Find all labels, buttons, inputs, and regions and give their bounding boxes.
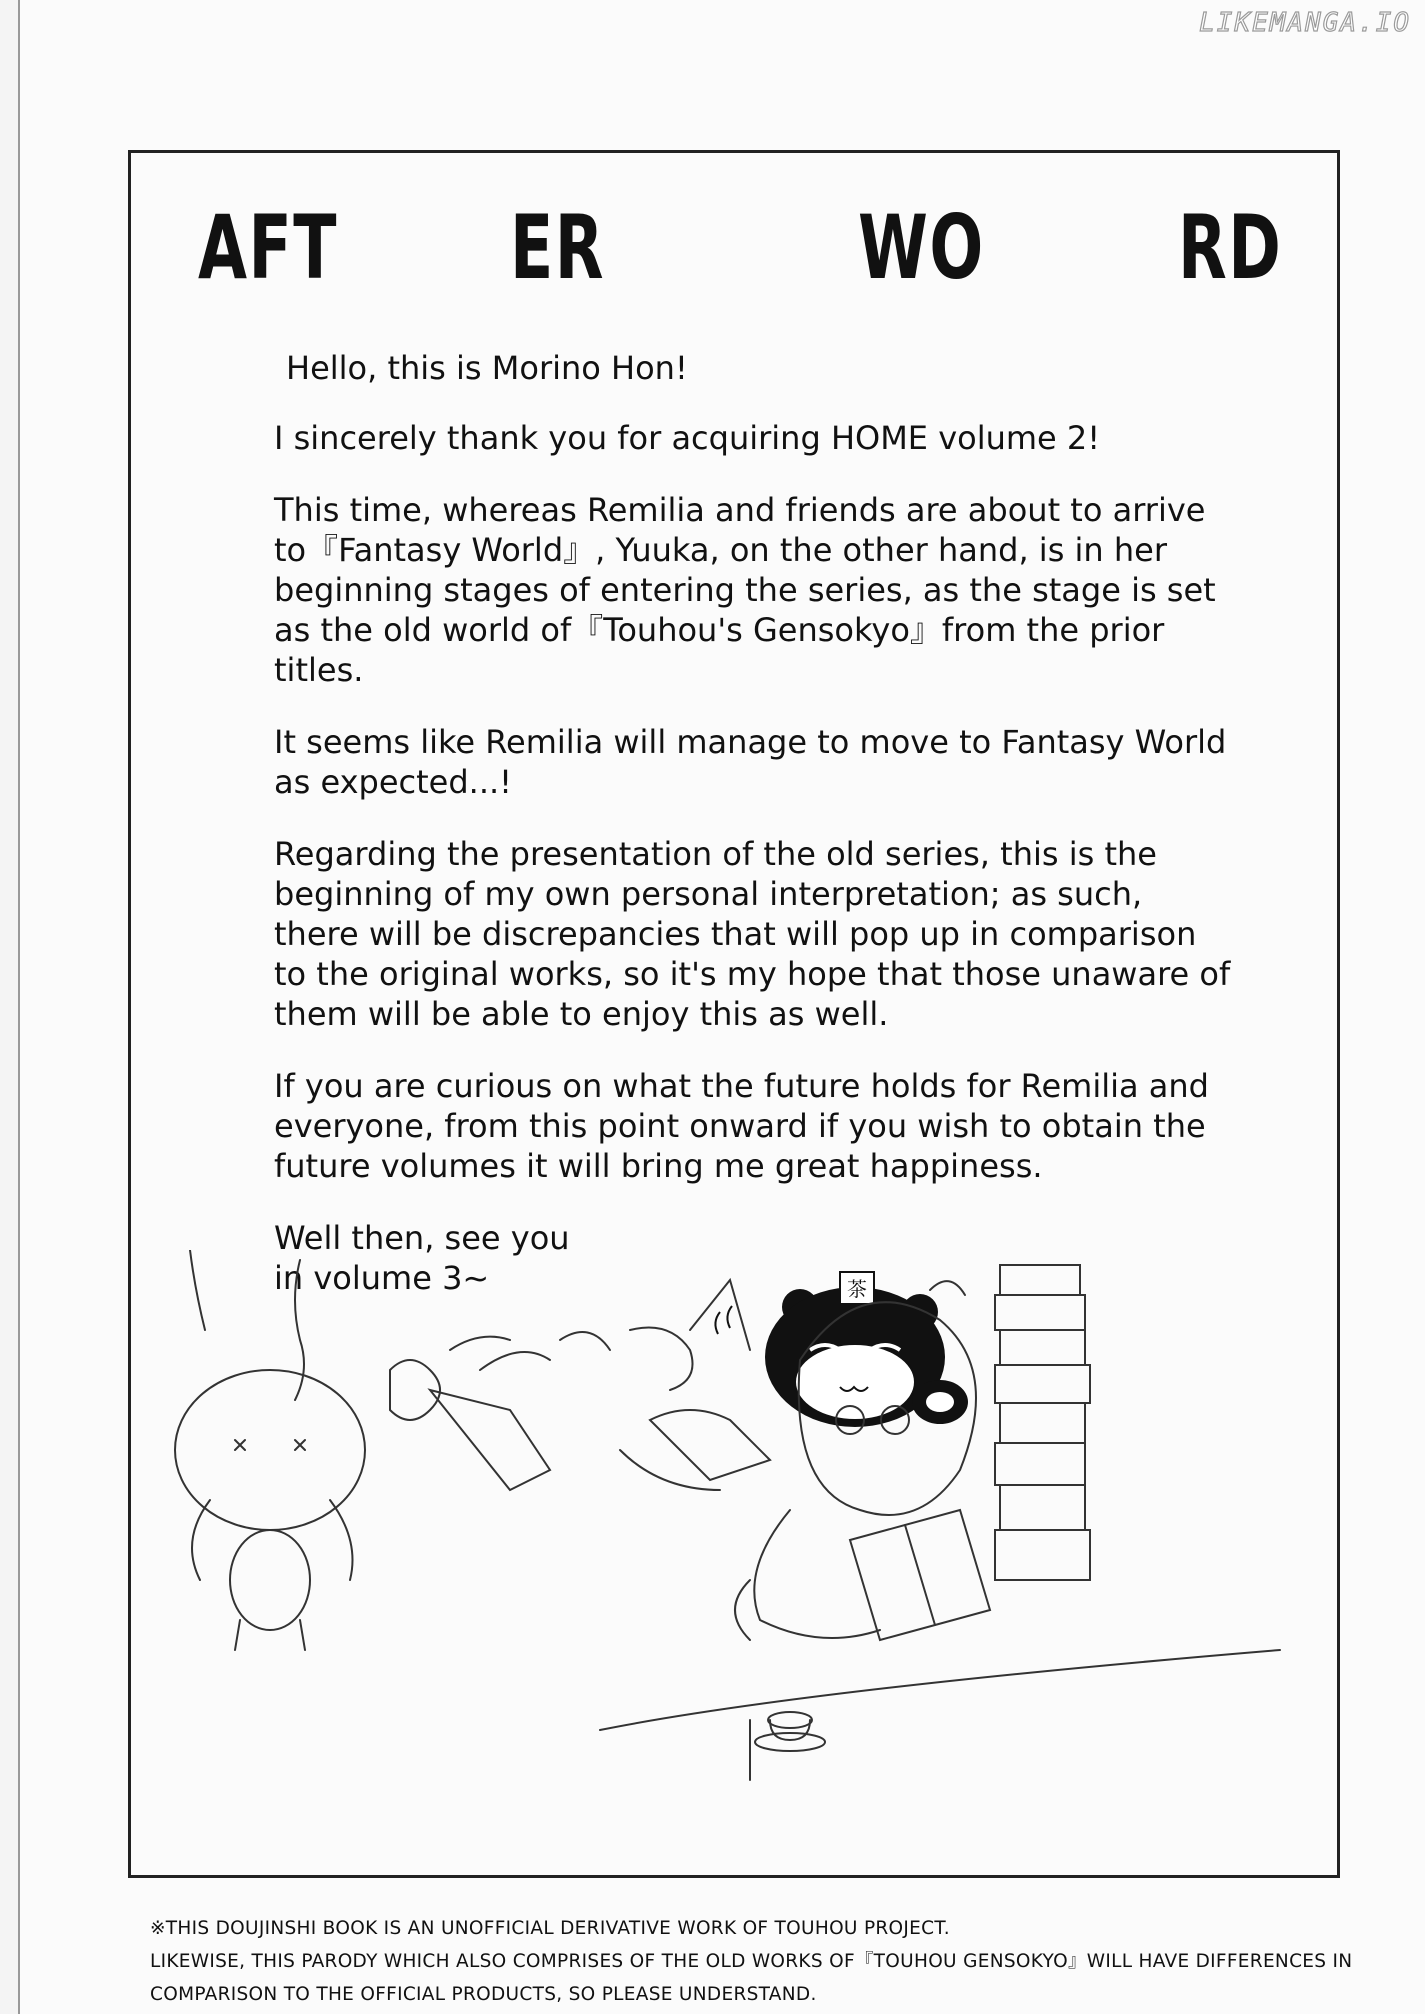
footnote-line-1: ※THIS DOUJINSHI BOOK IS AN UNOFFICIAL DERIVATIVE WORK OF TOUHOU PROJECT. [150, 1918, 950, 1939]
greeting: Hello, this is Morino Hon! [286, 349, 688, 387]
title-part-1: AFT [198, 196, 338, 299]
footnote-line-3: COMPARISON TO THE OFFICIAL PRODUCTS, SO PLEASE UNDERSTAND. [150, 1984, 817, 2005]
title-part-2: ER [510, 196, 605, 299]
paragraph-3: Regarding the presentation of the old series, this is the beginning of my own personal interpretation; as such, there will be discrepancies that will pop up in comparison to the original works, so it's my hope that those unaware of them will be able to enjoy this as well. [274, 835, 1231, 1033]
mascot-hat-label: 茶 [847, 1277, 867, 1301]
footnote-line-2: LIKEWISE, THIS PARODY WHICH ALSO COMPRISES OF THE OLD WORKS OF『TOUHOU GENSOKYO』WILL HAVE DIFFERENCES IN [150, 1951, 1353, 1972]
page-edge [0, 0, 20, 2014]
disclaimer-footnote [150, 1912, 1390, 2011]
closing-line-2: in volume 3~ [274, 1259, 490, 1297]
title-part-3: WO [858, 196, 985, 299]
closing-line-1: Well then, see you [274, 1219, 570, 1257]
paragraph-2: It seems like Remilia will manage to move to Fantasy World as expected...! [274, 723, 1227, 801]
watermark: LIKEMANGA.IO [1199, 8, 1411, 38]
paragraph-1: This time, whereas Remilia and friends are about to arrive to『Fantasy World』, Yuuka, on the other hand, is in her beginning stages of entering the series, as the stage is set as the old world of『Touhou's Gensokyo』from the prior titles. [274, 491, 1216, 689]
thanks-line: I sincerely thank you for acquiring HOME volume 2! [274, 419, 1101, 457]
paragraph-4: If you are curious on what the future holds for Remilia and everyone, from this point onward if you wish to obtain the future volumes it will bring me great happiness. [274, 1067, 1209, 1185]
character-sketch-illustration [150, 1250, 1320, 1870]
title-part-4: RD [1178, 196, 1283, 299]
afterword-body [274, 348, 1234, 1298]
